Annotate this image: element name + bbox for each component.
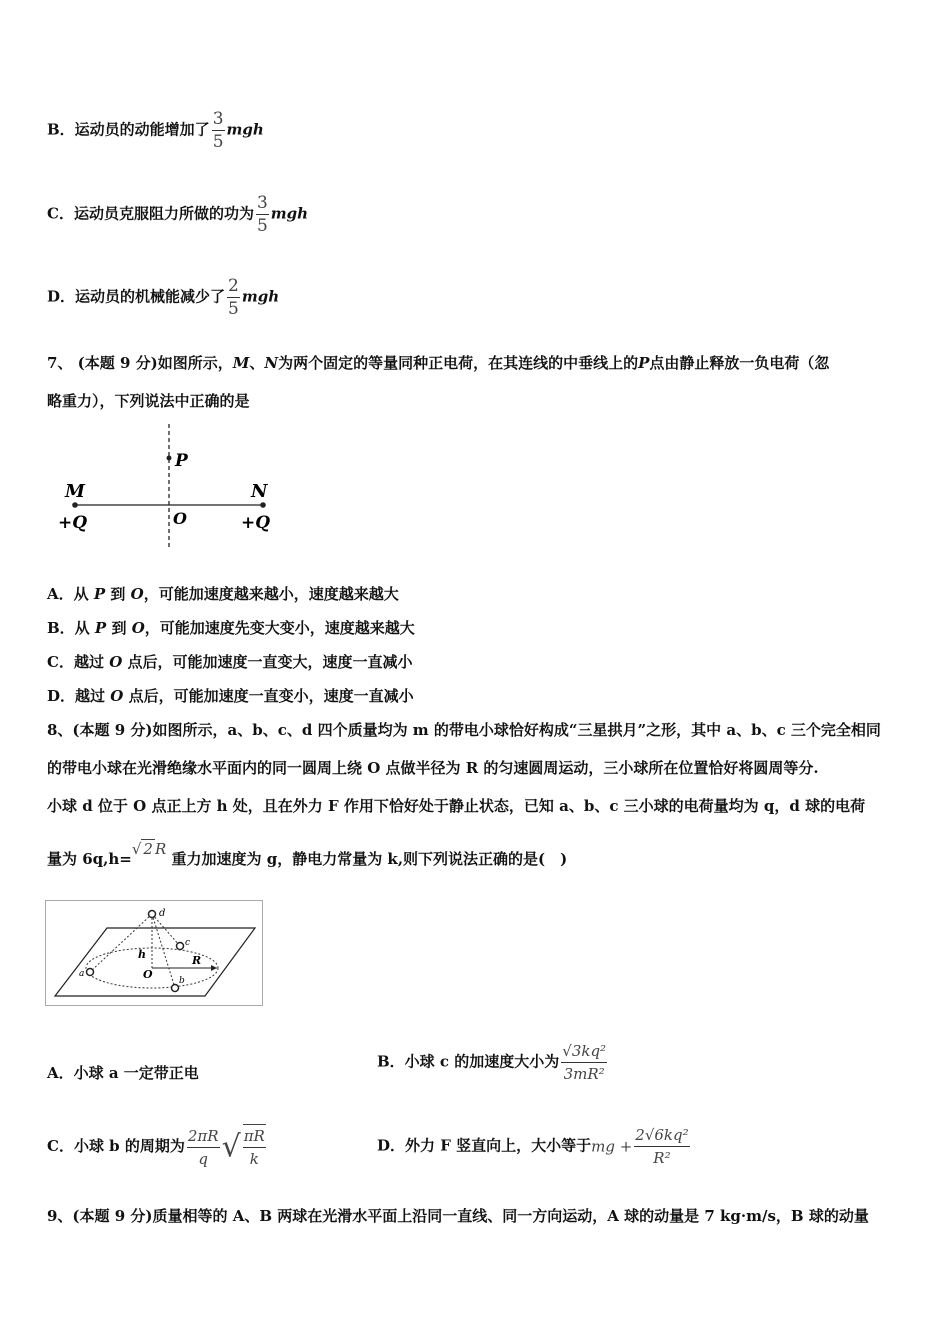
var-n: N — [264, 354, 279, 372]
fraction — [256, 192, 269, 237]
option-text: C．小球 b 的周期为 — [47, 1137, 185, 1155]
ball-c — [177, 943, 184, 950]
q8-stem-text: 重力加速度为 g，静电力常量为 k,则下列说法正确的是( ) — [171, 850, 568, 868]
q6-option-c — [47, 192, 308, 237]
ball-d — [149, 911, 156, 918]
label-r: R — [192, 954, 202, 967]
q8-stem-line4 — [47, 840, 568, 869]
var: O — [109, 653, 123, 671]
math-mgh: mgh — [241, 287, 280, 306]
option-text: A．从 — [47, 585, 89, 603]
fraction-denominator: k — [249, 1150, 259, 1168]
fraction-denominator: q — [198, 1149, 209, 1168]
q7-charge-diagram — [55, 420, 295, 555]
option-text: 到 — [110, 585, 126, 603]
fraction — [634, 1124, 689, 1169]
label-p: P — [175, 451, 188, 471]
option-text: 点后，可能加速度一直变小，速度一直减小 — [128, 687, 414, 705]
option-text: 点后，可能加速度一直变大，速度一直减小 — [127, 653, 413, 671]
q6-option-b — [47, 108, 264, 153]
q8-stem-text: 量为 6q,h= — [47, 850, 132, 868]
label-left-q: +Q — [58, 513, 88, 533]
q7-stem — [47, 344, 907, 420]
sqrt-expression: √ 2 R — [131, 840, 167, 858]
q8-stem-line1: 8、(本题 9 分)如图所示，a、b、c、d 四个质量均为 m 的带电小球恰好构成“三星拱月”之形，其中 a、b、c 三个完全相同 — [47, 721, 881, 739]
fraction-denominator: R² — [653, 1149, 671, 1167]
label-right-q: +Q — [241, 513, 271, 533]
math-mg: mg + — [591, 1137, 633, 1156]
var: O — [131, 619, 145, 637]
fraction-denominator: 5 — [212, 132, 224, 152]
q8-option-d — [377, 1124, 692, 1169]
fraction-numerator: πR — [243, 1125, 266, 1148]
q7-stem-text: 点由静止释放一负电荷（忽 — [649, 354, 830, 372]
fraction — [187, 1125, 220, 1170]
q8-stem-line3: 小球 d 位于 O 点正上方 h 处，且在外力 F 作用下恰好处于静止状态，已知 a、b、c 三小球的电荷量均为 q，d 球的电荷 — [47, 797, 866, 815]
var: P — [93, 585, 106, 603]
q7-stem-text: 7、 (本题 9 分)如图所示， — [47, 354, 233, 372]
label-o: O — [173, 509, 187, 528]
var: P — [94, 619, 107, 637]
fraction — [561, 1040, 607, 1085]
option-text: D．越过 — [47, 687, 106, 705]
var-m: M — [232, 354, 250, 372]
fraction-numerator: √3kq² — [561, 1040, 607, 1063]
option-text: ，可能加速度越来越小，速度越来越大 — [143, 585, 399, 603]
option-text: 到 — [111, 619, 127, 637]
q8-option-a: A．小球 a 一定带正电 — [47, 1064, 199, 1082]
label-c: c — [185, 938, 191, 948]
separator: 、 — [249, 354, 265, 372]
charge-n-dot — [260, 502, 266, 508]
ball-b — [172, 985, 179, 992]
option-text: C．运动员克服阻力所做的功为 — [47, 204, 254, 223]
math-mgh: mgh — [226, 120, 264, 139]
var: O — [130, 585, 144, 603]
fraction-denominator: 5 — [228, 299, 239, 319]
label-d: d — [159, 908, 166, 919]
label-b: b — [179, 976, 185, 986]
option-text: B．运动员的动能增加了 — [47, 120, 210, 139]
label-n: N — [251, 481, 268, 502]
option-text: D．运动员的机械能减少了 — [47, 287, 226, 306]
sqrt-radicand: 2 — [143, 840, 153, 858]
q7-option-b — [47, 617, 415, 638]
option-text: ，可能加速度先变大变小，速度越来越大 — [144, 619, 415, 637]
fraction-numerator: 3 — [212, 109, 224, 129]
var-p: P — [638, 354, 650, 372]
fraction-denominator: 5 — [256, 216, 268, 236]
fraction — [212, 108, 225, 153]
q7-stem-text: 略重力），下列说法中正确的是 — [47, 392, 250, 410]
option-text: B．从 — [47, 619, 90, 637]
charge-m-dot — [72, 502, 78, 508]
option-text: D．外力 F 竖直向上，大小等于 — [377, 1136, 592, 1155]
fraction-numerator: 2 — [228, 276, 239, 296]
var-r: R — [154, 840, 167, 858]
fraction-numerator: 3 — [256, 193, 268, 213]
ball-a — [87, 969, 94, 976]
var: O — [110, 687, 124, 705]
q9-stem-line1: 9、(本题 9 分)质量相等的 A、B 两球在光滑水平面上沿同一直线、同一方向运动，A 球的动量是 7 kg·m/s，B 球的动量 — [47, 1207, 869, 1225]
fraction-numerator: 2√6kq² — [634, 1124, 689, 1147]
q8-option-c — [47, 1124, 268, 1170]
q8-option-b — [377, 1040, 609, 1085]
q8-stem-line2: 的带电小球在光滑绝缘水平面内的同一圆周上绕 O 点做半径为 R 的匀速圆周运动，三小球所在位置恰好将圆周等分. — [47, 759, 819, 777]
q7-option-c — [47, 651, 413, 672]
option-text: C．越过 — [47, 653, 104, 671]
label-o: O — [143, 968, 153, 981]
fraction-denominator: 3mR² — [563, 1065, 605, 1083]
label-a: a — [79, 969, 85, 979]
q7-option-d — [47, 685, 414, 706]
root-fraction — [243, 1124, 266, 1170]
option-text: B．小球 c 的加速度大小为 — [377, 1052, 560, 1071]
fraction-numerator: 2πR — [187, 1125, 220, 1148]
q7-stem-text: 为两个固定的等量同种正电荷，在其连线的中垂线上的 — [278, 354, 639, 372]
sqrt-sign-icon: √ — [221, 1129, 241, 1165]
label-h: h — [138, 948, 146, 961]
q7-option-a — [47, 583, 399, 604]
point-p — [167, 456, 172, 461]
fraction — [227, 275, 240, 320]
q6-option-d — [47, 275, 279, 320]
q8-three-star-diagram — [45, 900, 263, 1006]
label-m: M — [65, 481, 85, 502]
math-mgh: mgh — [270, 204, 309, 223]
